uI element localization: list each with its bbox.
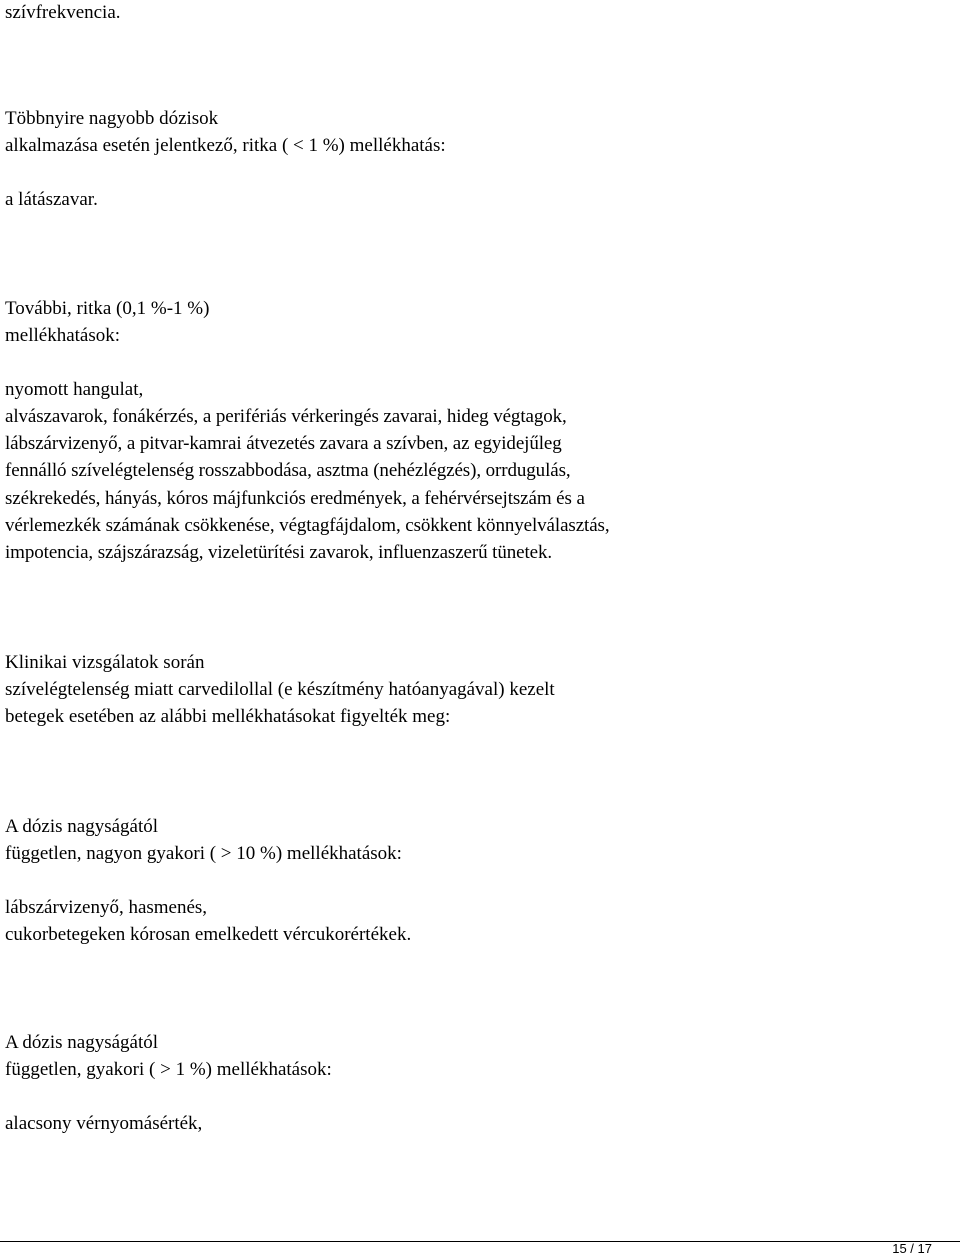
text-line: lábszárvizenyő, hasmenés,	[5, 897, 208, 918]
text-line: szívfrekvencia.	[5, 2, 121, 23]
text-line: További, ritka (0,1 %-1 %)	[5, 298, 210, 319]
text-line: betegek esetében az alábbi mellékhatásokat figyelték meg:	[5, 706, 451, 727]
footer-divider	[0, 1241, 960, 1242]
text-line: független, gyakori ( > 1 %) mellékhatások:	[5, 1059, 332, 1080]
text-line: szívelégtelenség miatt carvedilollal (e készítmény hatóanyagával) kezelt	[5, 679, 555, 700]
text-line: alkalmazása esetén jelentkező, ritka ( < 1 %) mellékhatás:	[5, 135, 446, 156]
text-line: Többnyire nagyobb dózisok	[5, 108, 219, 129]
text-line: független, nagyon gyakori ( > 10 %) mellékhatások:	[5, 843, 402, 864]
text-line: impotencia, szájszárazság, vizeletürítési zavarok, influenzaszerű tünetek.	[5, 542, 553, 563]
page-number: 15 / 17	[892, 1241, 932, 1256]
text-line: alvászavarok, fonákérzés, a perifériás vérkeringés zavarai, hideg végtagok,	[5, 406, 567, 427]
text-line: alacsony vérnyomásérték,	[5, 1113, 203, 1134]
text-line: Klinikai vizsgálatok során	[5, 652, 205, 673]
text-line: A dózis nagyságától	[5, 816, 159, 837]
text-line: fennálló szívelégtelenség rosszabbodása, asztma (nehézlégzés), orrdugulás,	[5, 460, 571, 481]
text-line: A dózis nagyságától	[5, 1032, 159, 1053]
text-line: nyomott hangulat,	[5, 379, 144, 400]
text-line: vérlemezkék számának csökkenése, végtagfájdalom, csökkent könnyelválasztás,	[5, 515, 610, 536]
text-line: lábszárvizenyő, a pitvar-kamrai átvezetés zavara a szívben, az egyidejűleg	[5, 433, 562, 454]
text-line: mellékhatások:	[5, 325, 121, 346]
text-line: a látászavar.	[5, 189, 98, 210]
text-line: székrekedés, hányás, kóros májfunkciós eredmények, a fehérvérsejtszám és a	[5, 488, 585, 509]
text-line: cukorbetegeken kórosan emelkedett vércukorértékek.	[5, 924, 412, 945]
